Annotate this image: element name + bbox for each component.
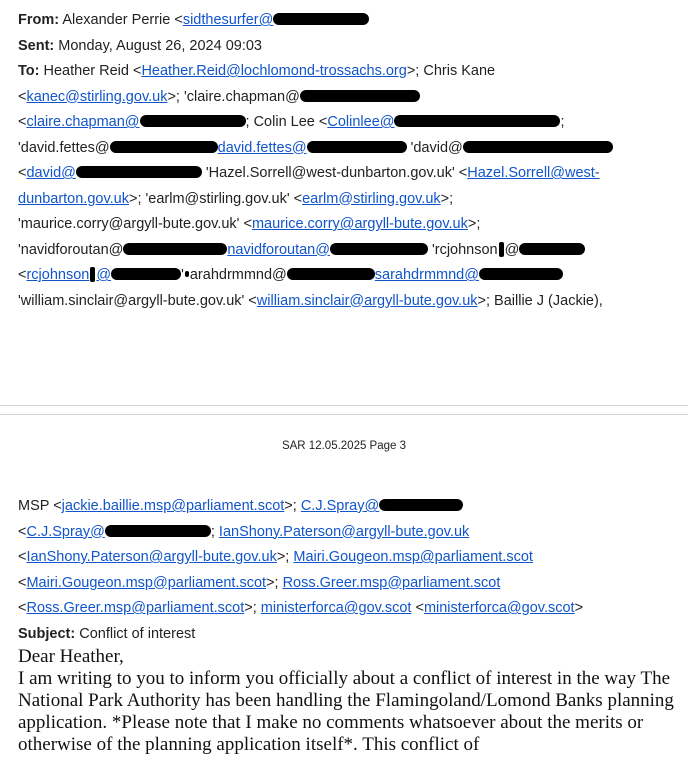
redaction	[76, 166, 202, 178]
navidforoutan-link[interactable]: navidforoutan@	[227, 241, 330, 258]
greeting: Dear Heather,	[18, 646, 124, 667]
page-break	[0, 405, 688, 415]
to-line-5	[18, 161, 688, 187]
recipient-text: ; Colin Lee <	[245, 114, 328, 130]
redaction	[287, 268, 375, 280]
to-line-12	[18, 520, 688, 546]
to-label: To:	[18, 63, 40, 79]
sorrell-link-cont[interactable]: dunbarton.gov.uk	[18, 190, 129, 207]
spray-link-2[interactable]: C.J.Spray@	[26, 523, 105, 540]
recipient-text: >; Chris Kane	[406, 63, 496, 79]
to-line-11	[18, 494, 688, 520]
recipient-text: <	[18, 574, 27, 591]
recipient-text: >; 'earlm@stirling.gov.uk' <	[128, 190, 303, 207]
email-body	[18, 646, 688, 756]
spray-link[interactable]: C.J.Spray@	[300, 498, 380, 514]
recipient-text: 'william.sinclair@argyll-bute.gov.uk' <	[18, 292, 257, 309]
recipient-text: ;	[560, 114, 565, 130]
redaction	[105, 525, 211, 537]
recipient-text: arahdrmmnd@	[189, 267, 287, 283]
earlm-link[interactable]: earlm@stirling.gov.uk	[302, 190, 441, 207]
to-line-1	[18, 59, 688, 85]
sent-line	[18, 34, 688, 60]
recipient-text: <	[411, 600, 424, 616]
to-line-8	[18, 238, 688, 264]
greer-link[interactable]: Ross.Greer.msp@parliament.scot	[282, 574, 501, 591]
recipient-text: MSP <	[18, 498, 62, 514]
to-line-13	[18, 545, 688, 571]
redaction	[307, 141, 407, 153]
from-line	[18, 8, 688, 34]
gougeon-link-2[interactable]: Mairi.Gougeon.msp@parliament.scot	[26, 574, 267, 591]
gougeon-link[interactable]: Mairi.Gougeon.msp@parliament.scot	[293, 549, 533, 565]
redaction	[185, 271, 189, 277]
to-line-15	[18, 596, 688, 622]
recipient-text: >	[574, 600, 584, 616]
david-link[interactable]: david@	[26, 165, 76, 181]
redaction	[140, 115, 246, 127]
to-line-9	[18, 263, 688, 289]
ministerforca-link-2[interactable]: ministerforca@gov.scot	[423, 600, 575, 616]
recipient-text: '	[181, 267, 184, 283]
paterson-link[interactable]: IanShony.Paterson@argyll-bute.gov.uk	[218, 523, 470, 540]
corry-link[interactable]: maurice.corry@argyll-bute.gov.uk	[251, 216, 468, 232]
colinlee-link[interactable]: Colinlee@	[327, 114, 395, 130]
to-line-14	[18, 571, 688, 597]
from-name: Alexander Perrie <	[62, 12, 183, 28]
email-header-page-1	[18, 8, 688, 314]
recipient-text: >;	[284, 498, 301, 514]
rcjohnson-link[interactable]: rcjohnson	[26, 267, 90, 283]
redaction	[379, 499, 463, 511]
recipient-text: @	[504, 241, 520, 258]
recipient-text: >;	[440, 190, 454, 207]
recipient-text: 'rcjohnson	[427, 241, 498, 258]
recipient-text: <	[18, 523, 27, 540]
recipient-text: <	[18, 88, 27, 105]
recipient-text: >;	[467, 216, 481, 232]
page-header: SAR 12.05.2025 Page 3	[281, 440, 407, 452]
sarahdrmmnd-link[interactable]: sarahdrmmnd@	[374, 267, 479, 283]
subject-line	[18, 622, 688, 648]
baillie-link[interactable]: jackie.baillie.msp@parliament.scot	[61, 498, 285, 514]
sent-label: Sent:	[18, 37, 55, 54]
recipient-text: <	[18, 549, 27, 565]
recipient-text: 'navidforoutan@	[18, 241, 124, 258]
redaction	[394, 115, 560, 127]
recipient-text: <	[18, 165, 27, 181]
greer-link-2[interactable]: Ross.Greer.msp@parliament.scot	[26, 600, 245, 616]
kane-link[interactable]: kanec@stirling.gov.uk	[26, 88, 168, 105]
subject-value: Conflict of interest	[79, 625, 196, 642]
sent-value: Monday, August 26, 2024 09:03	[58, 37, 262, 54]
recipient-text: >;	[276, 549, 294, 565]
recipient-text: Heather Reid <	[43, 63, 142, 79]
recipient-text: <	[18, 600, 27, 616]
paterson-link-2[interactable]: IanShony.Paterson@argyll-bute.gov.uk	[26, 549, 277, 565]
recipient-text: 'maurice.corry@argyll-bute.gov.uk' <	[18, 216, 252, 232]
redaction	[300, 90, 420, 102]
recipient-text: 'david.fettes@	[18, 139, 110, 156]
redaction	[273, 13, 369, 25]
recipient-text: >; Baillie J (Jackie),	[477, 292, 603, 309]
to-line-7	[18, 212, 688, 238]
recipient-text: >;	[266, 574, 283, 591]
email-header-page-2	[18, 494, 688, 647]
to-line-4	[18, 136, 688, 162]
to-line-2	[18, 85, 688, 111]
recipient-text: ;	[210, 523, 219, 540]
redaction	[330, 243, 428, 255]
redaction	[123, 243, 227, 255]
redaction	[110, 141, 218, 153]
chapman-link[interactable]: claire.chapman@	[26, 114, 140, 130]
subject-label: Subject:	[18, 625, 76, 642]
rcjohnson-link-at[interactable]: @	[96, 267, 112, 283]
redaction	[499, 242, 504, 257]
from-label: From:	[18, 12, 60, 28]
recipient-text: >; 'claire.chapman@	[167, 88, 300, 105]
to-line-10	[18, 289, 688, 315]
heather-reid-link[interactable]: Heather.Reid@lochlomond-trossachs.org	[141, 63, 407, 79]
redaction	[519, 243, 585, 255]
from-email-link[interactable]: sidthesurfer@	[182, 12, 274, 28]
redaction	[90, 267, 95, 282]
recipient-text: <	[18, 267, 27, 283]
redaction	[111, 268, 181, 280]
sorrell-link[interactable]: Hazel.Sorrell@west-	[467, 165, 600, 181]
sinclair-link[interactable]: william.sinclair@argyll-bute.gov.uk	[256, 292, 478, 309]
redaction	[463, 141, 613, 153]
recipient-text: 'Hazel.Sorrell@west-dunbarton.gov.uk' <	[201, 165, 468, 181]
recipient-text: 'david@	[406, 139, 463, 156]
to-line-6	[18, 187, 688, 213]
redaction	[479, 268, 563, 280]
ministerforca-link[interactable]: ministerforca@gov.scot	[260, 600, 412, 616]
body-paragraph: I am writing to you to inform you officially about a conflict of interest in the way The National Park Authority has been handling the Flamingoland/Lomond Banks planning application. *Please note that I make no comments whatsoever about the merits or otherwise of the planning application itself*. This conflict of	[18, 668, 674, 755]
to-line-3	[18, 110, 688, 136]
fettes-link[interactable]: david.fettes@	[217, 139, 307, 156]
recipient-text: >;	[244, 600, 261, 616]
recipient-text: <	[18, 114, 27, 130]
